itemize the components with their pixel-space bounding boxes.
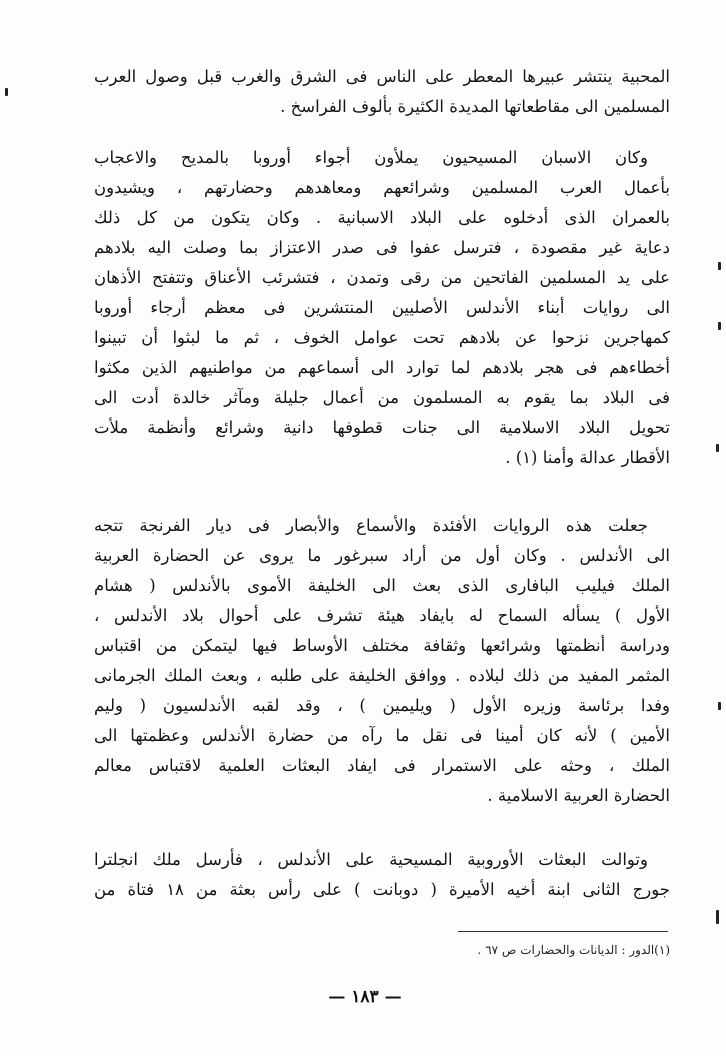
scan-mark [716, 444, 719, 452]
text-line: الأقطار عدالة وأمنا (١) . [505, 448, 670, 467]
scan-mark [716, 910, 719, 924]
footnote: (١)الدور : الديانات والحضارات ص ٦٧ . [477, 943, 670, 957]
scan-mark [5, 88, 8, 96]
text-line: بالعمران الذى أدخلوه على البلاد الاسبانية . وكان يتكون من كل ذلك [94, 208, 670, 227]
text-line: الحضارة العربية الاسلامية . [487, 786, 670, 805]
text-line: تحويل البلاد الاسلامية الى جنات قطوفها دانية وشرائع وأنظمة ملأت [94, 418, 670, 437]
text-line: دعاية غير مقصودة ، فترسل عفوا فى صدر الاعتزاز بما وصلت اليه بلادهم [94, 238, 670, 257]
text-line: بأعمال العرب المسلمين وشرائعهم ومعاهدهم وحضارتهم ، ويشيدون [94, 178, 670, 197]
scan-mark [718, 322, 721, 330]
paragraph-1 [94, 62, 670, 122]
text-line: الملك ، وحثه على الاستمرار فى ايفاد البعثات العلمية لاقتباس معالم [94, 756, 670, 775]
text-line: وفدا برئاسة وزيره الأول ( ويليمين ) ، وقد لقبه الأندلسيون ( وليم [94, 696, 670, 715]
scan-mark [718, 702, 721, 710]
text-line: وتوالت البعثات الأوروبية المسيحية على الأندلس ، فأرسل ملك انجلترا [94, 850, 648, 869]
page-number: — ١٨٣ — [328, 987, 402, 1007]
text-line: المحبية ينتشر عبيرها المعطر على الناس فى الشرق والغرب قبل وصول العرب [94, 67, 670, 86]
text-line: الأول ) يسأله السماح له بايفاد هيئة تشرف على أحوال بلاد الأندلس ، [94, 606, 670, 625]
text-line: الى روايات أبناء الأندلس الأصليين المنتشرين فى معظم أرجاء أوروبا [94, 298, 670, 317]
text-line: فى البلاد بما يقوم به المسلمون من أعمال جليلة ومآثر خالدة أدت الى [94, 388, 670, 407]
paragraph-4 [94, 845, 670, 905]
text-line: الأمين ) لأنه كان أمينا فى نقل ما رآه من حضارة الأندلس وعظمتها الى [94, 726, 670, 745]
text-line: كمهاجرين نزحوا عن بلادهم تحت عوامل الخوف ، ثم ما لبثوا أن تبينوا [94, 328, 670, 347]
footnote-divider [458, 931, 668, 932]
text-line: ودراسة أنظمتها وشرائعها وثقافة مختلف الأوساط فيها ليتمكن من اقتباس [94, 636, 670, 655]
text-line: جعلت هذه الروايات الأفئدة والأسماع والأبصار فى ديار الفرنجة تتجه [94, 516, 648, 535]
text-line: المسلمين الى مقاطعاتها المديدة الكثيرة بألوف الفراسخ . [280, 97, 670, 116]
text-line: جورج الثانى ابنة أخيه الأميرة ( دوبانت ) على رأس بعثة من ١٨ فتاة من [94, 880, 670, 899]
text-line: المثمر المفيد من ذلك لبلاده . ووافق الخليفة على طلبه ، وبعث الملك الجرمانى [94, 666, 670, 685]
text-line: وكان الاسبان المسيحيون يملأون أجواء أوروبا بالمديح والاعجاب [94, 148, 648, 167]
paragraph-3 [94, 511, 670, 811]
text-line: الى الأندلس . وكان أول من أراد سبرغور ما يروى عن الحضارة العربية [94, 546, 670, 565]
text-line: أخطاءهم فى هجر بلادهم لما توارد الى أسماعهم من مواطنيهم الذين مكثوا [94, 358, 670, 377]
paragraph-2 [94, 143, 670, 473]
text-line: الملك فيليب البافارى الذى بعث الى الخليفة الأموى بالأندلس ( هشام [94, 576, 670, 595]
text-line: على يد المسلمين الفاتحين من رقى وتمدن ، فتشرئب الأعناق وتتفتح الأذهان [94, 268, 670, 287]
scan-mark [718, 262, 721, 270]
